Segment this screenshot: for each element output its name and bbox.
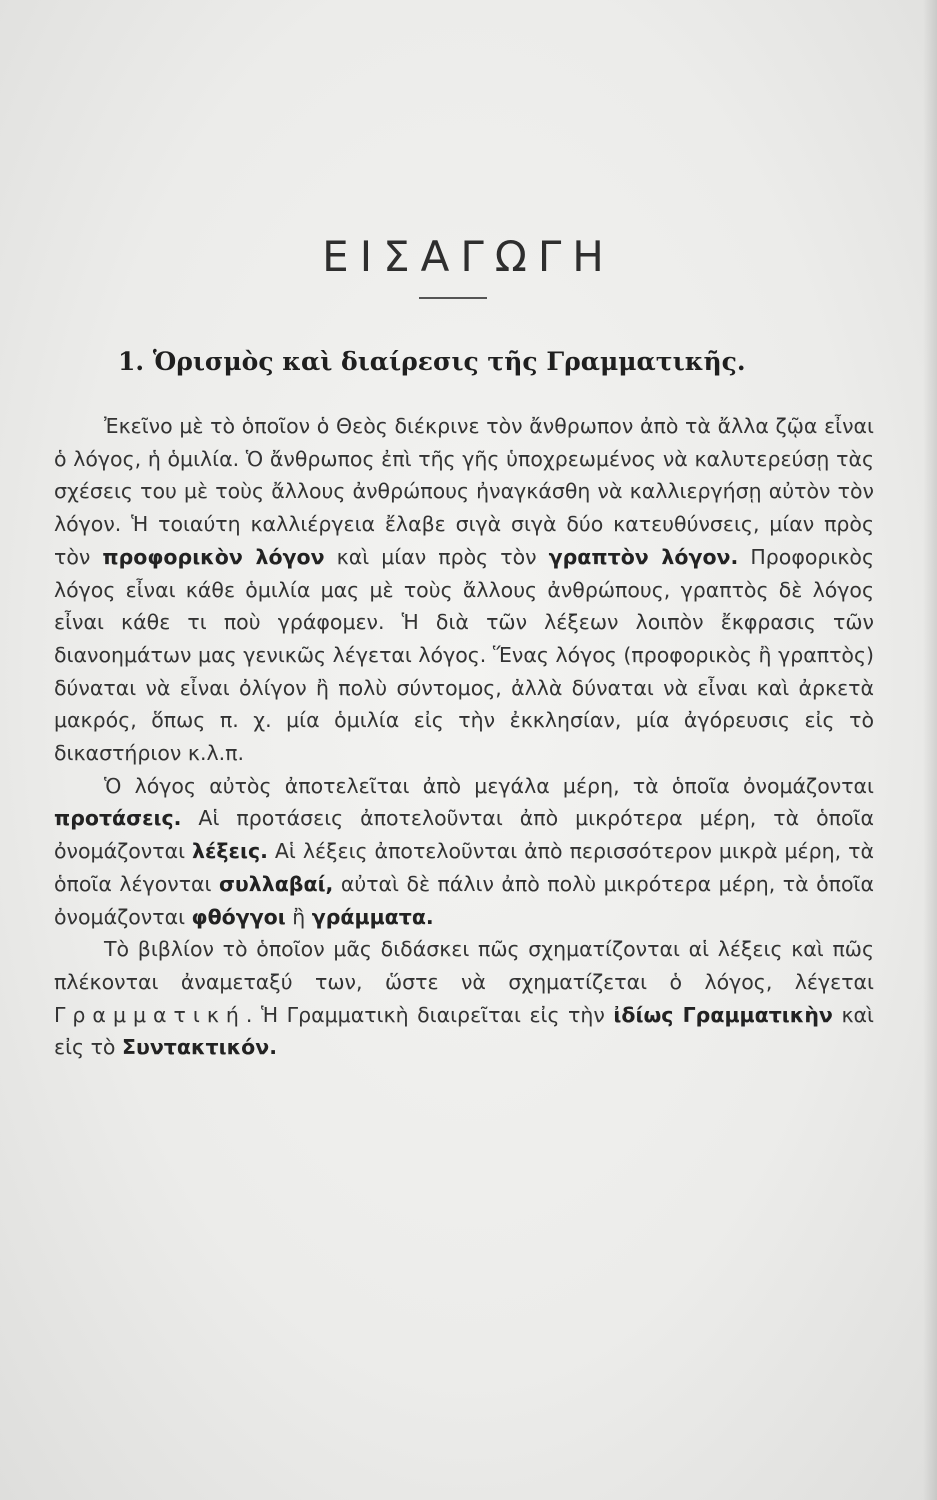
text-run: Αἱ προτάσεις ἀποτελοῦνται ἀπὸ μικρότερα μέρη, τὰ ὁποῖα ὀνομάζονται (54, 806, 874, 864)
title-divider (419, 297, 487, 299)
text-run: Ἐκεῖνο μὲ τὸ ὁποῖον ὁ Θεὸς διέκρινε τὸν ἄνθρωπον ἀπὸ τὰ ἄλλα ζῷα εἶναι ὁ λόγος, ἡ ὁμιλία. Ὁ ἄνθρωπος ἐπὶ τῆς γῆς ὑποχρεωμένος νὰ καλυτερεύσῃ τὰς σχέσεις του μὲ τοὺς ἄλλους ἀνθρώπους ἠναγκάσθη νὰ καλλιεργήσῃ αὐτὸν τὸν λόγον. Ἡ τοιαύτη καλλιέργεια ἔλαβε σιγὰ σιγὰ δύο κατευθύνσεις, μίαν πρὸς τὸν (54, 414, 874, 569)
text-run: Αἱ λέξεις ἀποτελοῦνται ἀπὸ περισσότερον μικρὰ μέρη, τὰ ὁποῖα λέγονται (54, 839, 875, 896)
section-title: Ὁρισμὸς καὶ διαίρεσις τῆς Γραμματικῆς. (152, 347, 746, 376)
text-run: Τὸ βιβλίον τὸ ὁποῖον μᾶς διδάσκει πῶς σχηματίζονται αἱ λέξεις καὶ πῶς πλέκονται ἀναμεταξύ των, ὥστε νὰ σχηματίζεται ὁ λόγος, λέγεται (54, 937, 874, 994)
emphasized-term: λέξεις. (192, 839, 268, 864)
text-run: ἢ (285, 904, 312, 929)
emphasized-term: γραπτὸν λόγον. (548, 544, 739, 569)
text-run: . Ἡ Γραμματικὴ διαιρεῖται εἰς τὴν (245, 1002, 614, 1027)
text-run: καὶ μίαν πρὸς τὸν (324, 544, 549, 569)
emphasized-term: ἰδίως Γραμματικὴν (613, 1002, 833, 1027)
paragraph-2 (54, 770, 874, 934)
emphasized-term: Συντακτικόν. (121, 1035, 277, 1060)
paragraph-3 (54, 933, 874, 1064)
paragraph-1 (54, 410, 874, 770)
text-run: καὶ εἰς τὸ (54, 1002, 874, 1060)
text-run: Προφορικὸς λόγος εἶναι κάθε ὁμιλία μας μὲ τοὺς ἄλλους ἀνθρώπους, γραπτὸς δὲ λόγος εἶναι κάθε τι ποὺ γράφομεν. Ἡ διὰ τῶν λέξεων λοιπὸν ἔκφρασις τῶν διανοημάτων μας γενικῶς λέγεται λόγος. Ἕνας λόγος (προφορικὸς ἢ γραπτὸς) δύναται νὰ εἶναι ὀλίγον ἢ πολὺ σύντομος, ἀλλὰ δύναται νὰ εἶναι καὶ ἀρκετὰ μακρός, ὅπως π. χ. μία ὁμιλία εἰς τὴν ἐκκλησίαν, μία ἀγόρευσις εἰς τὸ δικαστήριον κ.λ.π. (54, 544, 875, 766)
section-number: 1. (118, 347, 145, 376)
emphasized-term: γράμματα. (311, 904, 434, 929)
emphasized-term: φθόγγοι (191, 904, 286, 929)
spaced-term: Γραμματική (54, 1002, 246, 1027)
section-heading (118, 347, 878, 376)
text-run: αὐταὶ δὲ πάλιν ἀπὸ πολὺ μικρότερα μέρη, τὰ ὁποῖα ὀνομάζονται (54, 871, 875, 929)
body-text (54, 410, 874, 1064)
emphasized-term: συλλαβαί, (218, 871, 334, 896)
emphasized-term: προφορικὸν λόγον (102, 544, 325, 569)
text-run: Ὁ λόγος αὐτὸς ἀποτελεῖται ἀπὸ μεγάλα μέρη, τὰ ὁποῖα ὀνομάζονται (104, 773, 874, 798)
page-title: ΕΙΣΑΓΩΓΗ (322, 232, 615, 281)
emphasized-term: προτάσεις. (54, 806, 182, 831)
